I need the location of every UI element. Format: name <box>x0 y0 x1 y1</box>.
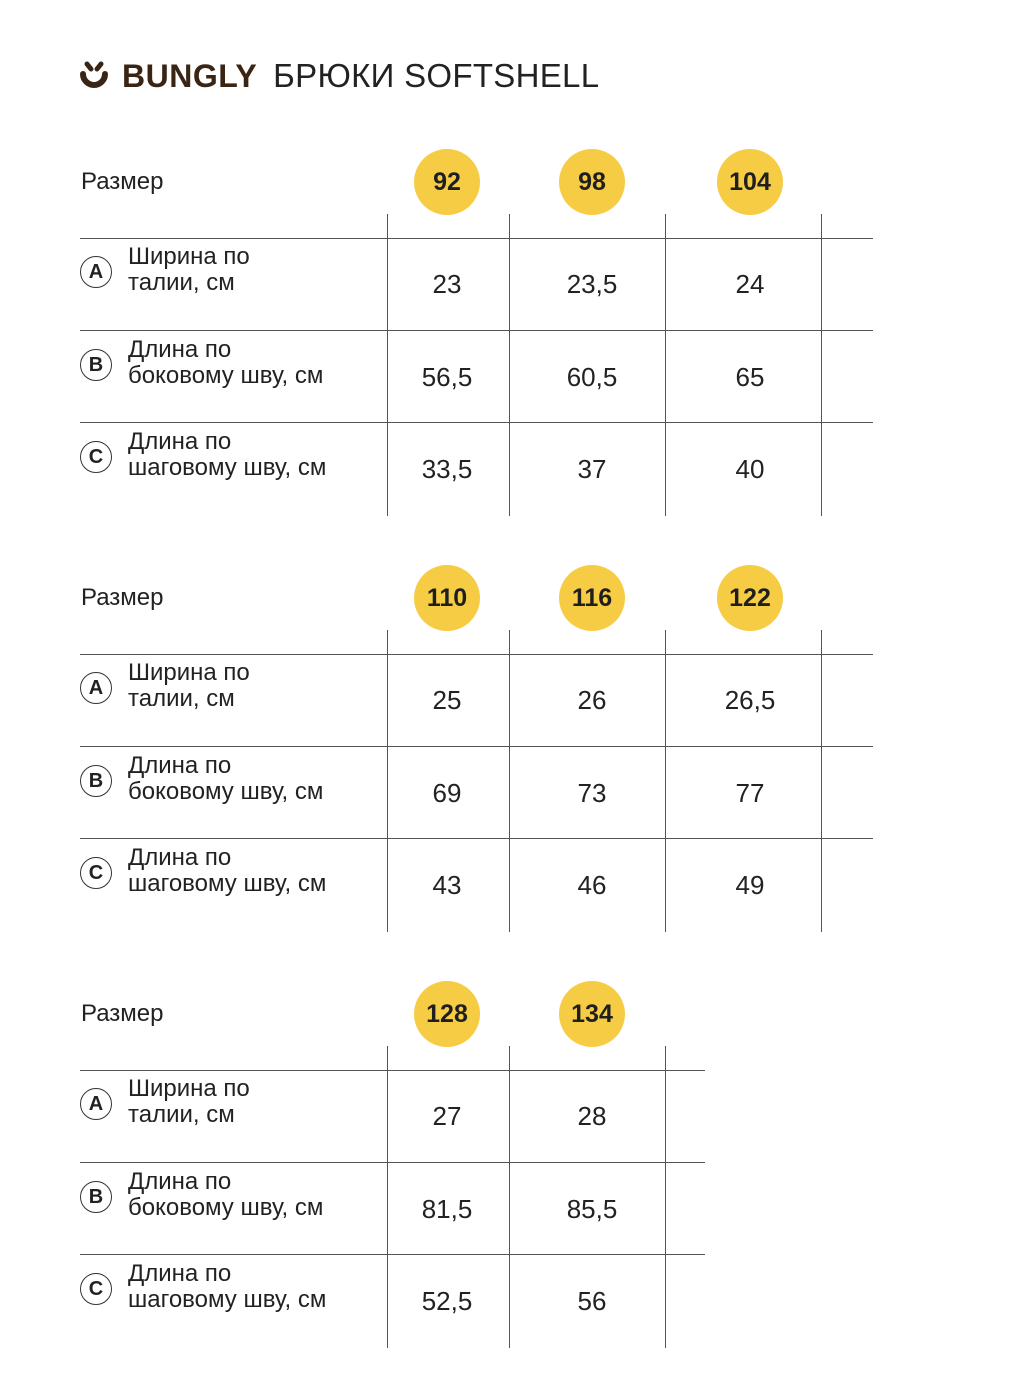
measure-label-line: талии, см <box>128 269 235 296</box>
measure-label-line: Длина по <box>128 1168 232 1195</box>
measure-letter-badge: A <box>80 256 112 288</box>
measure-label <box>128 845 326 897</box>
measure-letter-badge: A <box>80 672 112 704</box>
measure-label <box>128 1169 323 1221</box>
size-label: Размер <box>81 1000 164 1027</box>
measure-label <box>128 429 326 481</box>
measure-value: 24 <box>735 268 765 299</box>
measure-value: 56 <box>577 1285 607 1316</box>
measure-label-line: Длина по <box>128 844 232 871</box>
measure-label-line: талии, см <box>128 685 235 712</box>
table-row <box>0 331 1024 423</box>
measure-value: 56,5 <box>421 361 473 392</box>
measure-value: 28 <box>577 1100 607 1131</box>
size-badge: 110 <box>414 565 480 631</box>
header <box>80 56 599 96</box>
measure-value: 73 <box>577 777 607 808</box>
size-badge: 98 <box>559 149 625 215</box>
measure-value: 43 <box>432 869 462 900</box>
measure-label-line: Ширина по <box>128 243 250 270</box>
measure-value: 65 <box>735 361 765 392</box>
measure-label <box>128 660 250 712</box>
measure-value: 26 <box>577 684 607 715</box>
measure-value: 23,5 <box>566 268 618 299</box>
size-table <box>0 558 1024 926</box>
table-row <box>0 1070 1024 1162</box>
size-table <box>0 142 1024 510</box>
measure-label <box>128 1261 326 1313</box>
measure-label-line: Длина по <box>128 1260 232 1287</box>
measure-label-line: Длина по <box>128 752 232 779</box>
measure-label <box>128 1076 250 1128</box>
table-row <box>0 1163 1024 1255</box>
bungly-logo-icon <box>80 60 108 92</box>
measure-label-line: шаговому шву, см <box>128 454 327 481</box>
measure-letter-badge: C <box>80 857 112 889</box>
measure-letter-badge: C <box>80 441 112 473</box>
measure-letter-badge: C <box>80 1273 112 1305</box>
measure-value: 23 <box>432 268 462 299</box>
measure-letter-badge: B <box>80 1181 112 1213</box>
measure-value: 60,5 <box>566 361 618 392</box>
measure-value: 46 <box>577 869 607 900</box>
measure-label-line: шаговому шву, см <box>128 1286 327 1313</box>
table-row <box>0 654 1024 746</box>
measure-value: 52,5 <box>421 1285 473 1316</box>
page-title: БРЮКИ SOFTSHELL <box>273 57 600 94</box>
measure-label-line: боковому шву, см <box>128 362 324 389</box>
measure-value: 27 <box>432 1100 462 1131</box>
size-badge: 92 <box>414 149 480 215</box>
measure-label-line: талии, см <box>128 1101 235 1128</box>
size-label: Размер <box>81 584 164 611</box>
measure-value: 37 <box>577 453 607 484</box>
measure-value: 85,5 <box>566 1193 618 1224</box>
size-badge: 122 <box>717 565 783 631</box>
measure-label-line: Длина по <box>128 428 232 455</box>
size-table <box>0 974 1024 1342</box>
brand-name: BUNGLY <box>122 57 258 94</box>
measure-label <box>128 753 323 805</box>
measure-value: 33,5 <box>421 453 473 484</box>
measure-letter-badge: B <box>80 765 112 797</box>
measure-label-line: боковому шву, см <box>128 1194 324 1221</box>
measure-label <box>128 337 323 389</box>
measure-label-line: боковому шву, см <box>128 778 324 805</box>
size-label: Размер <box>81 168 164 195</box>
size-badge: 128 <box>414 981 480 1047</box>
table-row <box>0 839 1024 931</box>
measure-label-line: Длина по <box>128 336 232 363</box>
measure-value: 25 <box>432 684 462 715</box>
table-row <box>0 423 1024 515</box>
measure-value: 40 <box>735 453 765 484</box>
measure-label-line: Ширина по <box>128 659 250 686</box>
table-row <box>0 238 1024 330</box>
measure-label-line: Ширина по <box>128 1075 250 1102</box>
table-row <box>0 1255 1024 1347</box>
measure-value: 49 <box>735 869 765 900</box>
measure-value: 26,5 <box>724 684 776 715</box>
size-badge: 104 <box>717 149 783 215</box>
measure-label-line: шаговому шву, см <box>128 870 327 897</box>
measure-label <box>128 244 250 296</box>
table-row <box>0 747 1024 839</box>
measure-value: 77 <box>735 777 765 808</box>
measure-value: 81,5 <box>421 1193 473 1224</box>
measure-letter-badge: A <box>80 1088 112 1120</box>
size-badge: 134 <box>559 981 625 1047</box>
measure-letter-badge: B <box>80 349 112 381</box>
measure-value: 69 <box>432 777 462 808</box>
size-badge: 116 <box>559 565 625 631</box>
